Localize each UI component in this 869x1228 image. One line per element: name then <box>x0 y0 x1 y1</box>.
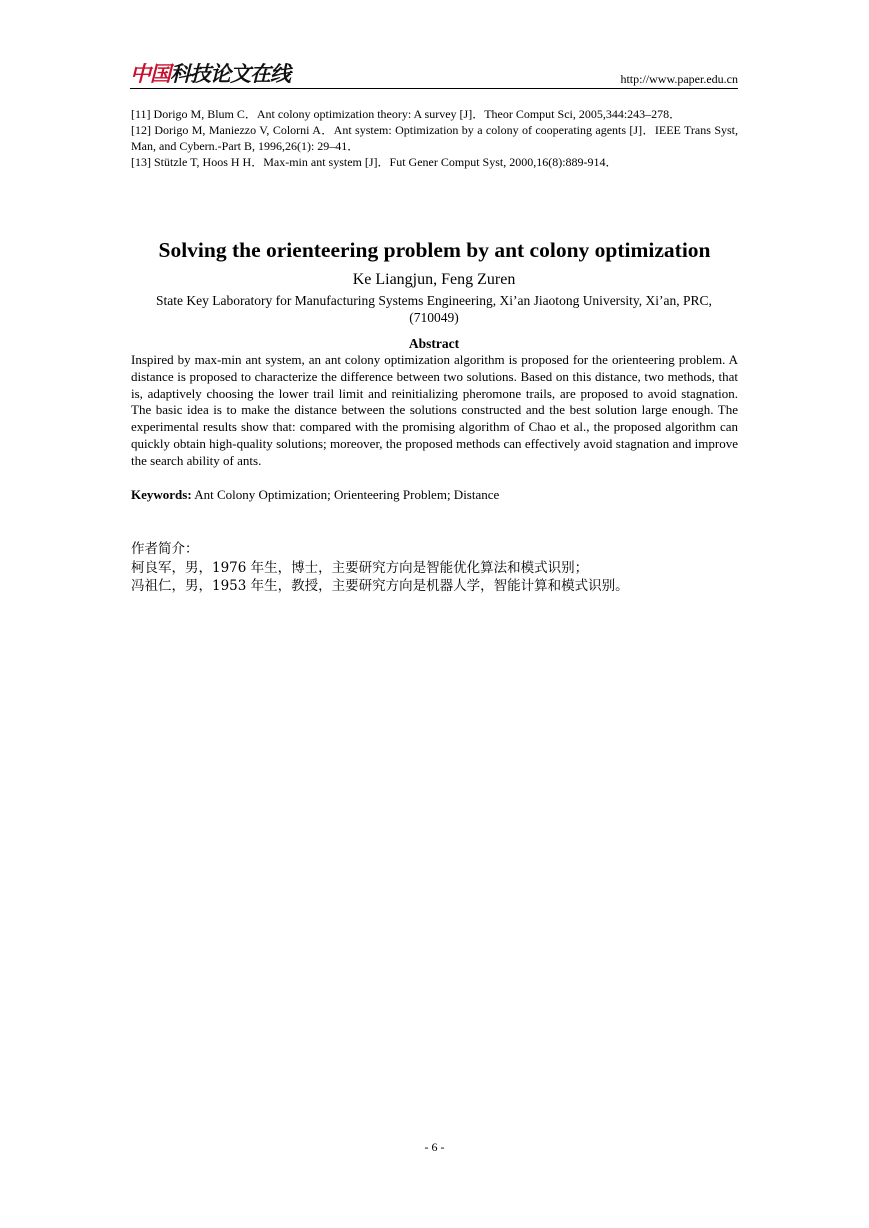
keywords <box>131 486 738 503</box>
reference-item: [12] Dorigo M, Maniezzo V, Colorni A．Ant system: Optimization by a colony of cooperating agents [J]．IEEE Trans Syst, Man, and Cybern.-Part B, 1996,26(1): 29–41． <box>131 123 738 153</box>
paper-title: Solving the orienteering problem by ant colony optimization <box>158 238 711 262</box>
paper-authors: Ke Liangjun, Feng Zuren <box>352 271 516 288</box>
abstract-body: Inspired by max-min ant system, an ant colony optimization algorithm is proposed for the orienteering problem. A distance is proposed to characterize the difference between two solutions. Based on this distance, two methods, that is, adaptively choosing the lower trail limit and reinitializing pheromone trails, are proposed to avoid stagnation. The basic idea is to make the distance between the solutions constructed and the best solution large enough. The experimental results show that: compared with the promising algorithm of Chao et al., the proposed algorithm can quickly obtain high-quality solutions; moreover, the proposed methods can effectively avoid stagnation and improve the search ability of ants. <box>131 352 738 468</box>
bio-line: 冯祖仁，男，1953 年生，教授，主要研究方向是机器人学，智能计算和模式识别。 <box>131 578 629 594</box>
keywords-text: Ant Colony Optimization; Orienteering Problem; Distance <box>191 487 500 502</box>
logo-text-red: 中国 <box>130 62 170 86</box>
header-url: http://www.paper.edu.cn <box>620 72 738 86</box>
site-logo <box>130 62 290 86</box>
author-bio <box>131 540 738 596</box>
reference-item: [13] Stützle T, Hoos H H．Max-min ant system [J]．Fut Gener Comput Syst, 2000,16(8):889-914． <box>131 155 618 169</box>
abstract-heading: Abstract <box>408 336 460 351</box>
reference-item: [11] Dorigo M, Blum C．Ant colony optimization theory: A survey [J]．Theor Comput Sci, 2005,344:243–278． <box>131 107 682 121</box>
reference-list <box>131 106 738 170</box>
keywords-label: Keywords: <box>131 487 192 502</box>
paper-affiliation: State Key Laboratory for Manufacturing Systems Engineering, Xi’an Jiaotong University, Xi’an, PRC, (710049) <box>156 293 712 325</box>
page-number: - 6 - <box>424 1140 445 1154</box>
page-header <box>130 60 738 89</box>
logo-text-black: 科技论文在线 <box>170 62 290 86</box>
bio-line: 柯良军，男，1976 年生，博士，主要研究方向是智能优化算法和模式识别； <box>131 559 589 576</box>
bio-heading: 作者简介： <box>131 541 199 557</box>
